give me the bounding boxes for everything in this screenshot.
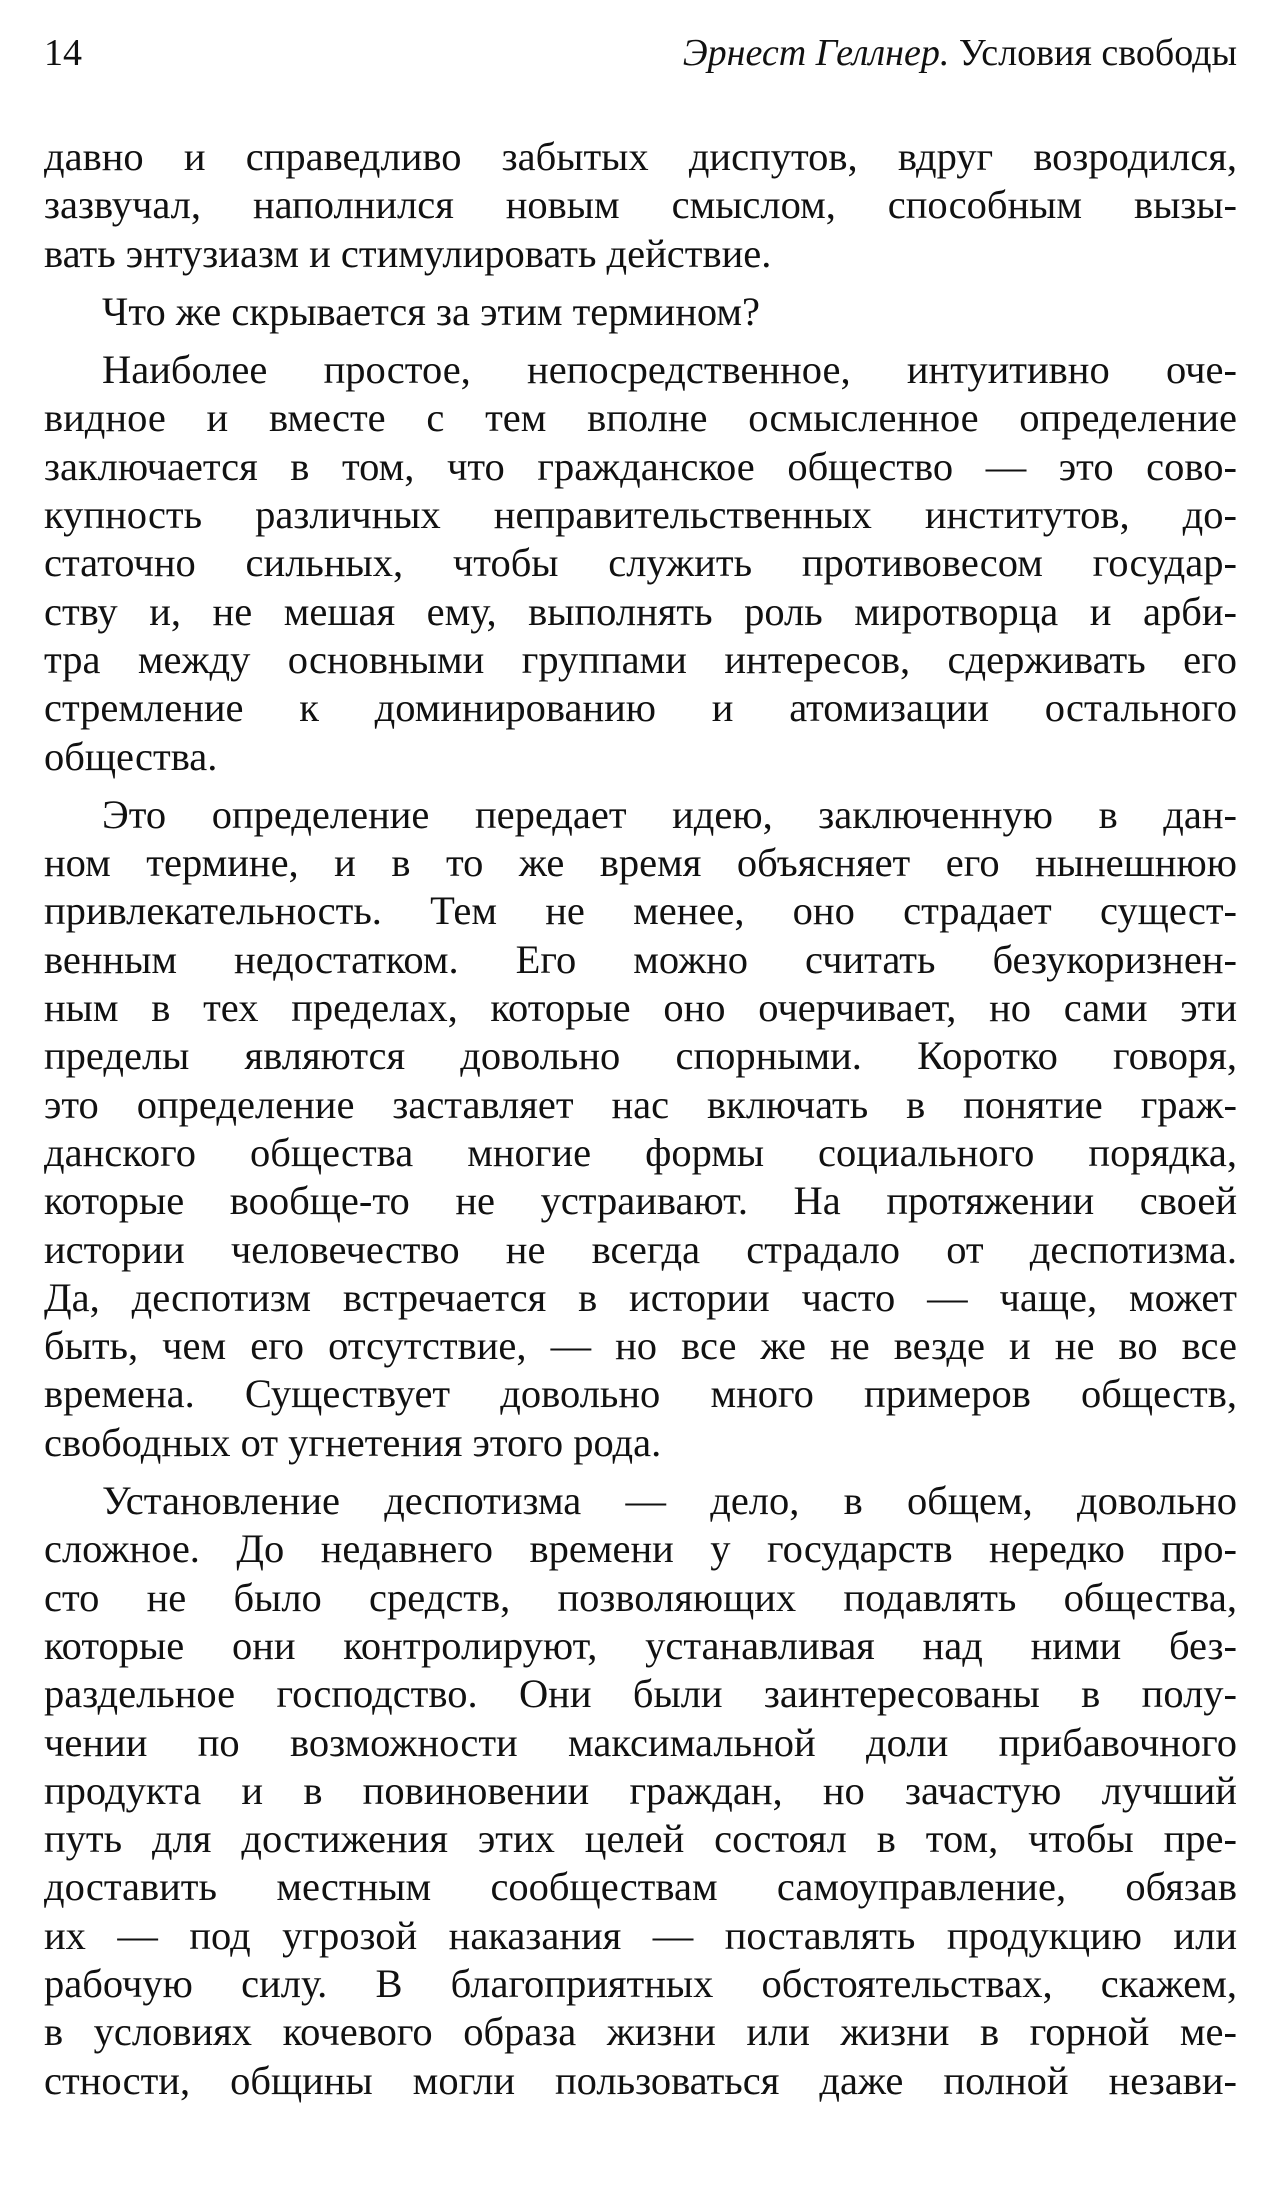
text-line: раздельное господство. Они были заинтересованы в полу- — [44, 1671, 1237, 1717]
text-line: в условиях кочевого образа жизни или жизни в горной ме- — [44, 2009, 1237, 2055]
text-line: ным в тех пределах, которые оно очерчивает, но сами эти — [44, 985, 1237, 1031]
text-line: Да, деспотизм встречается в истории часто — чаще, может — [44, 1274, 1237, 1320]
text-line: Это определение передает идею, заключенную в дан- — [102, 791, 1237, 837]
text-line: стремление к доминированию и атомизации остального — [44, 685, 1237, 731]
text-line: общества. — [44, 733, 218, 779]
text-line: Что же скрывается за этим термином? — [102, 288, 760, 334]
text-line: вать энтузиазм и стимулировать действие. — [44, 230, 772, 276]
text-line: видное и вместе с тем вполне осмысленное определение — [44, 395, 1237, 441]
body-text — [44, 133, 1237, 2105]
text-line: доставить местным сообществам самоуправление, обязав — [44, 1864, 1237, 1910]
text-line: которые они контролируют, устанавливая над ними без- — [44, 1622, 1237, 1668]
text-line: стности, общины могли пользоваться даже полной незави- — [44, 2057, 1237, 2103]
text-line: продукта и в повиновении граждан, но зачастую лучший — [44, 1767, 1237, 1813]
text-line: это определение заставляет нас включать в понятие граж- — [44, 1081, 1237, 1127]
text-line: их — под угрозой наказания — поставлять продукцию или — [44, 1912, 1237, 1958]
text-line: сложное. До недавнего времени у государств нередко про- — [44, 1526, 1237, 1572]
text-line: быть, чем его отсутствие, — но все же не везде и не во все — [44, 1323, 1237, 1369]
text-line: чении по возможности максимальной доли прибавочного — [44, 1719, 1237, 1765]
text-line: ству и, не мешая ему, выполнять роль миротворца и арби- — [44, 588, 1237, 634]
running-head-title: Условия свободы — [958, 32, 1237, 74]
text-line: истории человечество не всегда страдало от деспотизма. — [44, 1226, 1237, 1272]
page-number: 14 — [44, 32, 82, 74]
text-line: венным недостатком. Его можно считать безукоризнен- — [44, 936, 1237, 982]
running-head — [683, 28, 1237, 78]
text-line: данского общества многие формы социального порядка, — [44, 1129, 1237, 1175]
text-line: давно и справедливо забытых диспутов, вдруг возродился, — [44, 134, 1237, 179]
text-line: пределы являются довольно спорными. Коротко говоря, — [44, 1033, 1237, 1079]
text-line: которые вообще-то не устраивают. На протяжении своей — [44, 1178, 1237, 1224]
text-line: Установление деспотизма — дело, в общем, довольно — [102, 1478, 1237, 1524]
running-head-author: Эрнест Геллнер. — [682, 32, 950, 74]
page-header — [44, 28, 1237, 78]
text-line: путь для достижения этих целей состоял в том, чтобы пре- — [44, 1816, 1237, 1862]
text-line: заключается в том, что гражданское общество — это сово- — [44, 443, 1237, 489]
text-line: рабочую силу. В благоприятных обстоятельствах, скажем, — [44, 1960, 1237, 2006]
text-line: сто не было средств, позволяющих подавлять общества, — [44, 1574, 1237, 1620]
text-line: купность различных неправительственных институтов, до- — [44, 492, 1237, 538]
text-line: ном термине, и в то же время объясняет его нынешнюю — [44, 840, 1237, 886]
text-line: тра между основными группами интересов, сдерживать его — [44, 636, 1237, 682]
text-line: свободных от угнетения этого рода. — [44, 1419, 662, 1465]
text-line: привлекательность. Тем не менее, оно страдает сущест- — [44, 888, 1237, 934]
text-line: статочно сильных, чтобы служить противовесом государ- — [44, 540, 1237, 586]
text-line: времена. Существует довольно много примеров обществ, — [44, 1371, 1237, 1417]
text-line: зазвучал, наполнился новым смыслом, способным вызы- — [44, 182, 1237, 228]
text-line: Наиболее простое, непосредственное, интуитивно оче- — [102, 347, 1237, 393]
